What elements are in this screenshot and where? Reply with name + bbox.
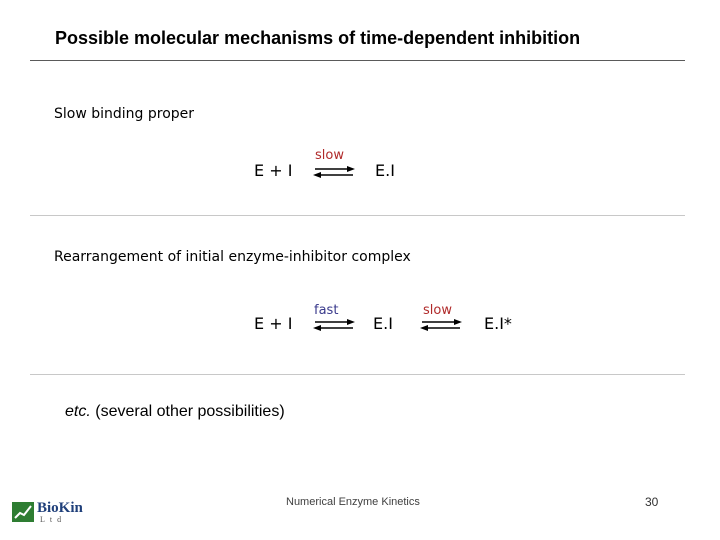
section-divider <box>30 374 685 375</box>
equilibrium-arrows-icon <box>420 319 462 331</box>
equilibrium-arrows-icon <box>313 166 355 178</box>
biokin-logo-icon <box>12 502 34 522</box>
etc-italic: etc. <box>65 403 91 420</box>
title-divider <box>30 60 685 61</box>
rate-label-fast: fast <box>314 303 339 318</box>
section-label-rearrangement: Rearrangement of initial enzyme-inhibitor complex <box>54 249 411 265</box>
rate-label-slow: slow <box>315 148 344 163</box>
species-ei: E.I <box>373 314 393 333</box>
section-label-slow-binding: Slow binding proper <box>54 106 195 122</box>
species-ei: E.I <box>375 161 395 180</box>
species-e-plus-i: E + I <box>254 314 293 333</box>
slide-title: Possible molecular mechanisms of time-dependent inhibition <box>55 28 581 48</box>
section-divider <box>30 215 685 216</box>
species-ei-star: E.I* <box>484 314 512 333</box>
etc-text: (several other possibilities) <box>90 403 285 420</box>
footer-text: Numerical Enzyme Kinetics <box>286 496 420 508</box>
equilibrium-arrows-icon <box>313 319 355 331</box>
species-e-plus-i: E + I <box>254 161 293 180</box>
page-number: 30 <box>645 495 659 509</box>
etc-note <box>65 403 285 421</box>
rate-label-slow: slow <box>423 303 452 318</box>
logo-name: BioKin <box>37 500 83 516</box>
logo-subtext: Ltd <box>40 515 67 524</box>
